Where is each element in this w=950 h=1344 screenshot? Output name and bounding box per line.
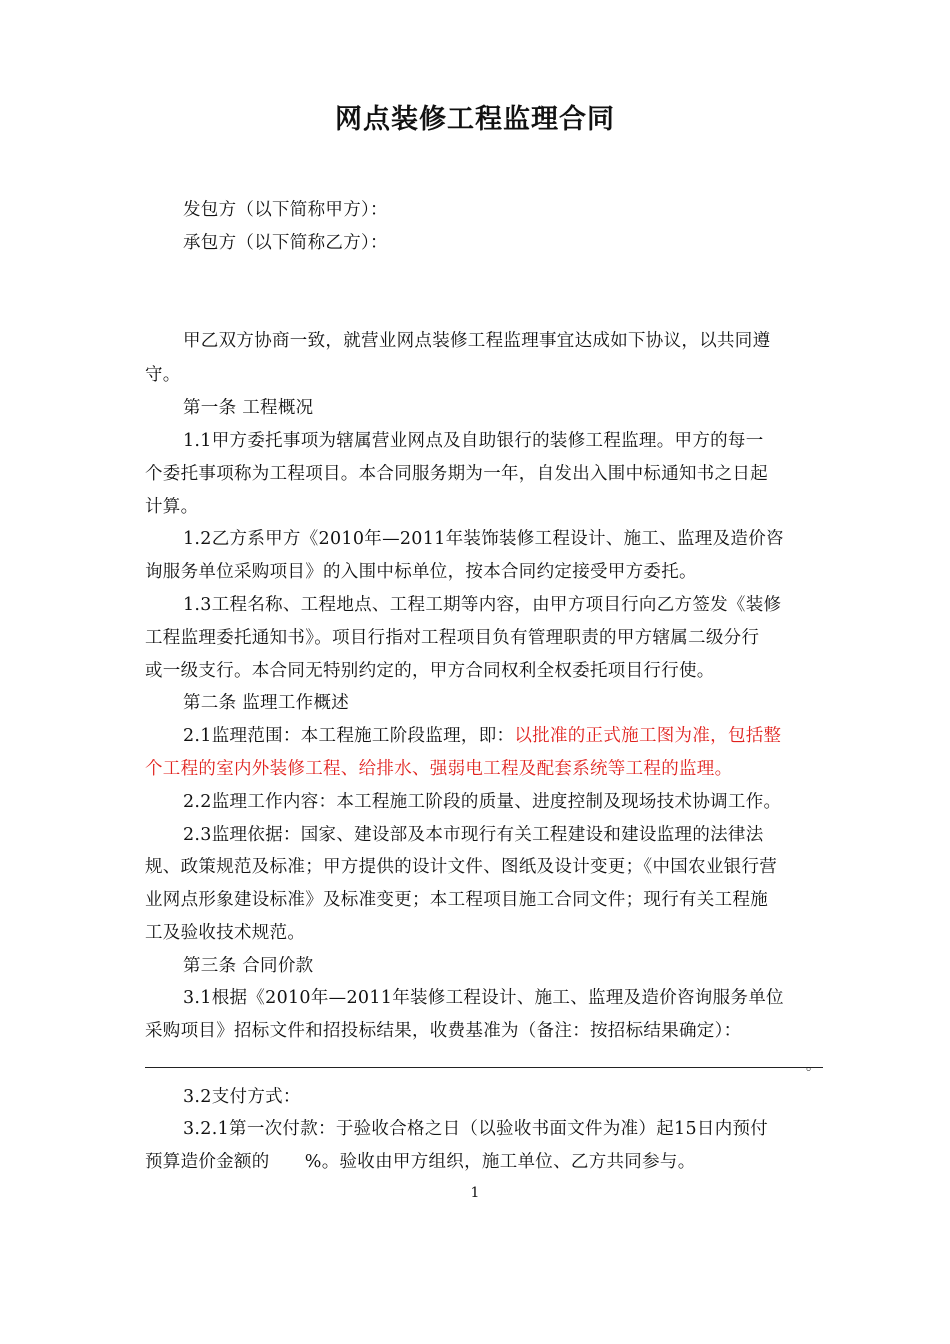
article-3-title: 第三条 合同价款 bbox=[183, 956, 314, 976]
page-number: 1 bbox=[470, 1185, 480, 1201]
clause-1-1: 个委托事项称为工程项目。本合同服务期为一年，自发出入围中标通知书之日起 bbox=[145, 464, 768, 484]
party-b-line: 承包方（以下简称乙方）： bbox=[183, 233, 388, 253]
intro-line: 甲乙双方协商一致，就营业网点装修工程监理事宜达成如下协议，以共同遵 bbox=[183, 331, 771, 351]
clause-1-2: 1.2乙方系甲方《2010年—2011年装饰装修工程设计、施工、监理及造价咨 bbox=[183, 529, 784, 549]
clause-1-3: 或一级支行。本合同无特别约定的，甲方合同权利全权委托项目行行使。 bbox=[145, 661, 715, 681]
clause-2-1-prefix: 2.1监理范围：本工程施工阶段监理，即： bbox=[183, 726, 515, 746]
party-a-line: 发包方（以下简称甲方）： bbox=[183, 200, 388, 220]
clause-3-1: 采购项目》招标文件和招投标结果，收费基准为（备注：按招标结果确定）： bbox=[145, 1021, 742, 1041]
clause-1-3: 1.3工程名称、工程地点、工程工期等内容，由甲方项目行向乙方签发《装修 bbox=[183, 595, 782, 615]
blank-line-period: 。 bbox=[806, 1058, 820, 1074]
clause-3-2-1: 预算造价金额的 %。验收由甲方组织，施工单位、乙方共同参与。 bbox=[145, 1152, 696, 1172]
clause-2-3: 规、政策规范及标准；甲方提供的设计文件、图纸及设计变更；《中国农业银行营 bbox=[145, 857, 778, 877]
document-title: 网点装修工程监理合同 bbox=[335, 104, 615, 135]
clause-2-3: 2.3监理依据：国家、建设部及本市现行有关工程建设和建设监理的法律法 bbox=[183, 825, 764, 845]
clause-3-2: 3.2支付方式： bbox=[183, 1087, 301, 1107]
clause-1-3: 工程监理委托通知书》。项目行指对工程项目负有管理职责的甲方辖属二级分行 bbox=[145, 628, 760, 648]
clause-3-2-1: 3.2.1第一次付款：于验收合格之日（以验收书面文件为准）起15日内预付 bbox=[183, 1119, 769, 1139]
clause-2-1-highlight: 以批准的正式施工图为准，包括整 bbox=[514, 726, 782, 746]
clause-1-1: 计算。 bbox=[145, 497, 199, 517]
clause-2-1 bbox=[183, 722, 781, 747]
clause-2-1-highlight: 个工程的室内外装修工程、给排水、强弱电工程及配套系统等工程的监理。 bbox=[145, 759, 733, 779]
article-1-title: 第一条 工程概况 bbox=[183, 398, 314, 418]
intro-line: 守。 bbox=[145, 365, 181, 385]
clause-3-1: 3.1根据《2010年—2011年装修工程设计、施工、监理及造价咨询服务单位 bbox=[183, 988, 784, 1008]
clause-1-2: 询服务单位采购项目》的入围中标单位，按本合同约定接受甲方委托。 bbox=[145, 562, 697, 582]
fill-in-blank-line bbox=[145, 1067, 823, 1068]
clause-2-2: 2.2监理工作内容：本工程施工阶段的质量、进度控制及现场技术协调工作。 bbox=[183, 792, 782, 812]
clause-1-1: 1.1甲方委托事项为辖属营业网点及自助银行的装修工程监理。甲方的每一 bbox=[183, 431, 764, 451]
clause-2-3: 业网点形象建设标准》及标准变更；本工程项目施工合同文件；现行有关工程施 bbox=[145, 890, 768, 910]
article-2-title: 第二条 监理工作概述 bbox=[183, 693, 350, 713]
clause-2-3: 工及验收技术规范。 bbox=[145, 923, 306, 943]
